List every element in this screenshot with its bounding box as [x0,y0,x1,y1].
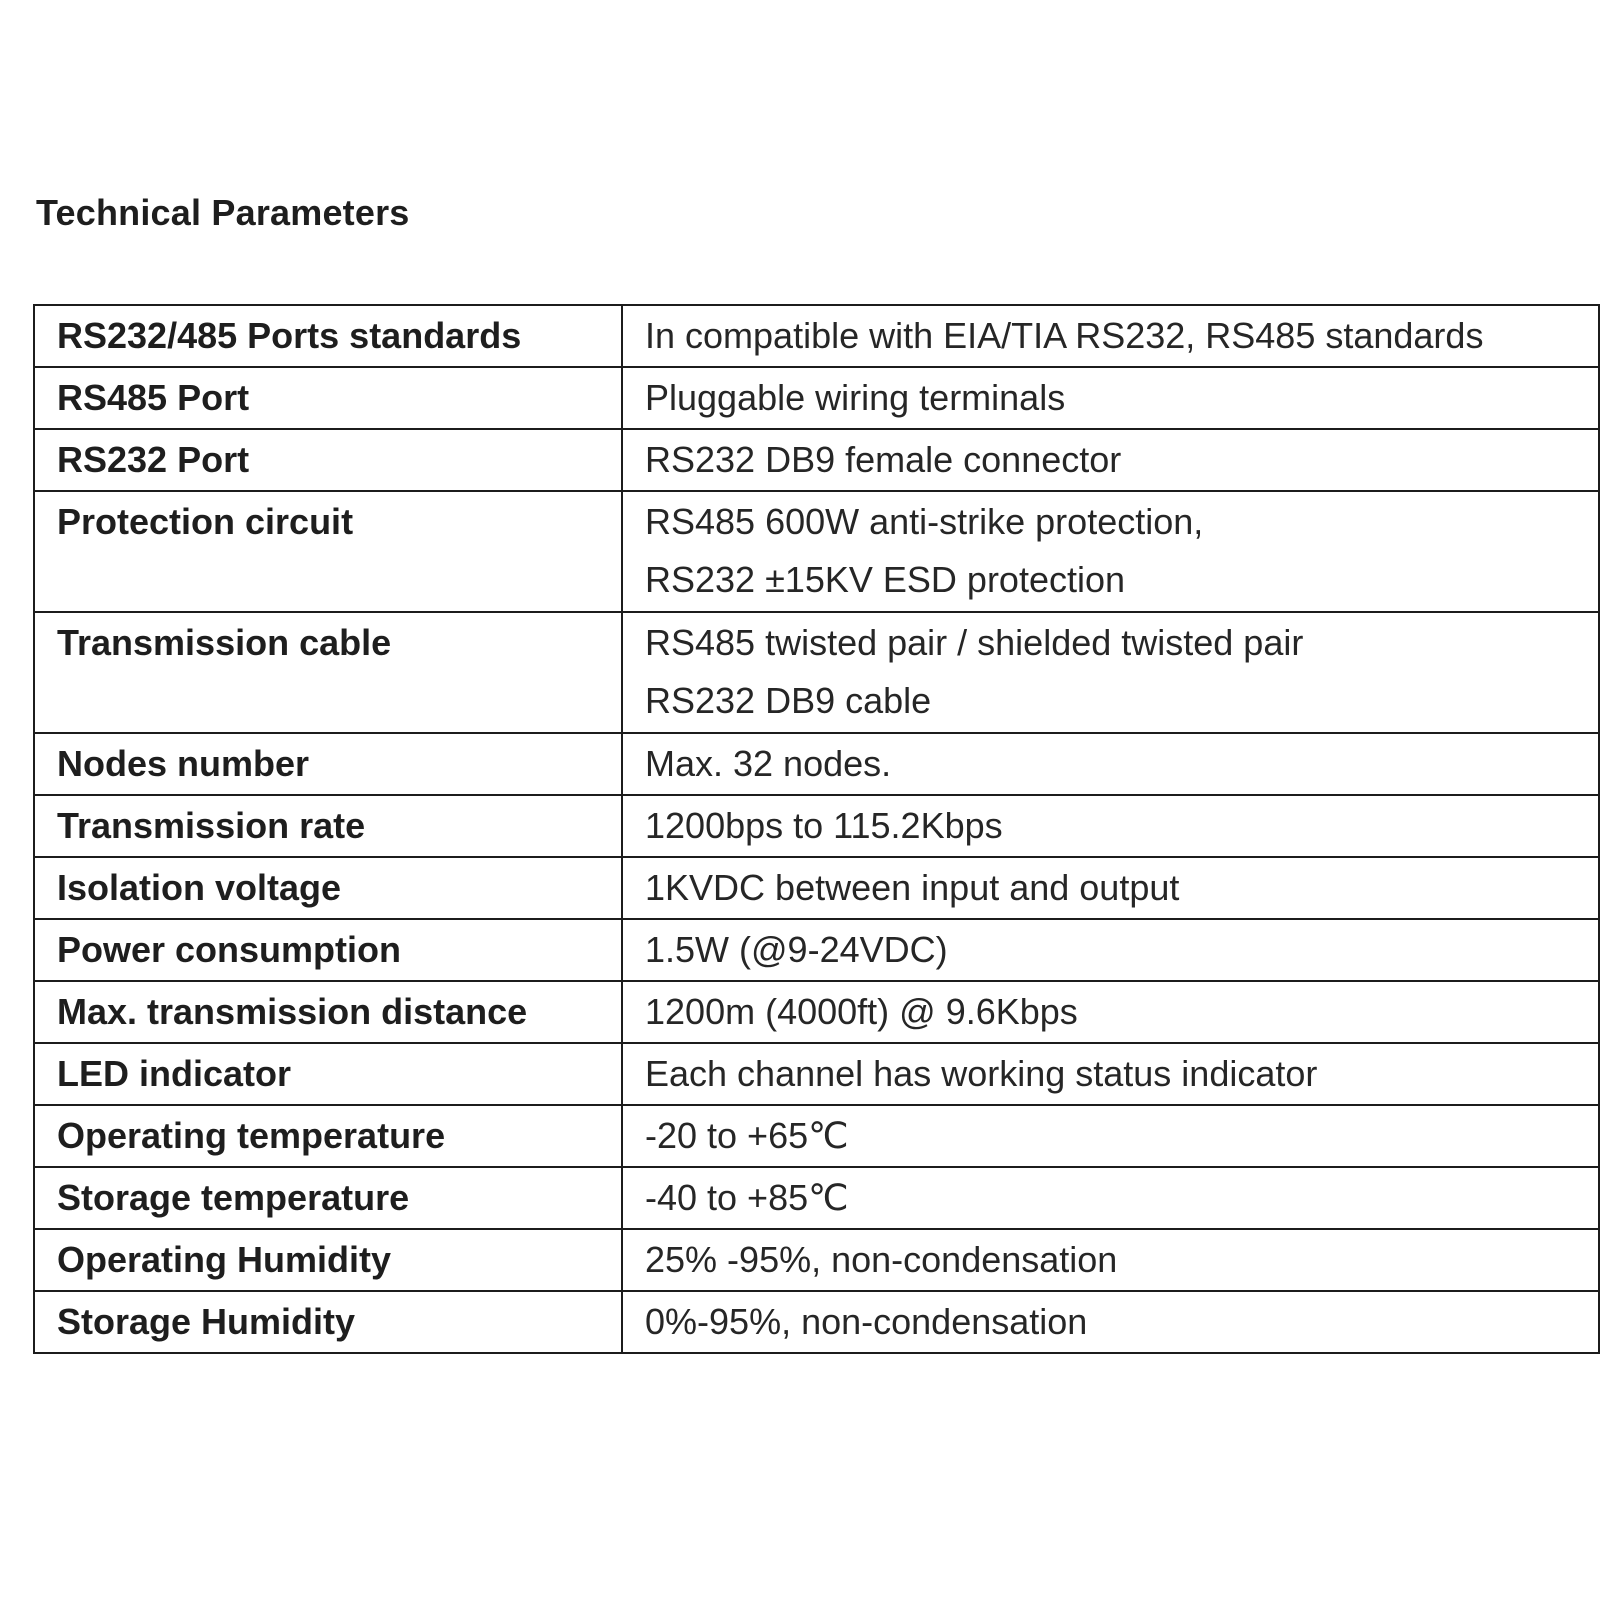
table-row [34,612,1599,733]
parameter-name: Transmission cable [34,612,622,733]
parameter-value [622,919,1599,981]
parameter-name: Nodes number [34,733,622,795]
parameter-value [622,1043,1599,1105]
parameter-name: Storage Humidity [34,1291,622,1353]
value-line: 1200bps to 115.2Kbps [645,805,1003,846]
parameter-value [622,367,1599,429]
value-line: RS232 DB9 cable [645,680,932,721]
parameter-value [622,733,1599,795]
value-line: RS485 twisted pair / shielded twisted pair [645,622,1304,663]
value-line: -40 to +85℃ [645,1177,849,1218]
parameters-table-body [34,305,1599,1353]
parameter-value [622,1229,1599,1291]
value-line: 1200m (4000ft) @ 9.6Kbps [645,991,1078,1032]
parameter-name: RS485 Port [34,367,622,429]
table-row [34,981,1599,1043]
table-row [34,733,1599,795]
page-title: Technical Parameters [36,192,410,233]
value-line: 0%-95%, non-condensation [645,1301,1088,1342]
parameter-value [622,1291,1599,1353]
table-row [34,919,1599,981]
parameter-name: Transmission rate [34,795,622,857]
parameter-value [622,857,1599,919]
table-row [34,1229,1599,1291]
parameter-value [622,305,1599,367]
parameter-name: Operating temperature [34,1105,622,1167]
value-line: 1KVDC between input and output [645,867,1180,908]
parameter-name: Storage temperature [34,1167,622,1229]
value-line: In compatible with EIA/TIA RS232, RS485 standards [645,315,1484,356]
table-row [34,857,1599,919]
table-row [34,1043,1599,1105]
value-line: Each channel has working status indicator [645,1053,1318,1094]
technical-parameters-table [33,304,1600,1354]
table-row [34,1167,1599,1229]
parameter-value [622,429,1599,491]
table-row [34,491,1599,612]
parameter-name: Operating Humidity [34,1229,622,1291]
value-line: 25% -95%, non-condensation [645,1239,1118,1280]
parameter-value [622,981,1599,1043]
parameter-value [622,612,1599,733]
table-row [34,1105,1599,1167]
value-line: -20 to +65℃ [645,1115,849,1156]
parameter-name: LED indicator [34,1043,622,1105]
parameter-value [622,491,1599,612]
table-row [34,305,1599,367]
parameter-value [622,1105,1599,1167]
parameter-name: Max. transmission distance [34,981,622,1043]
value-line: 1.5W (@9-24VDC) [645,929,948,970]
parameter-value [622,795,1599,857]
value-line: RS485 600W anti-strike protection, [645,501,1204,542]
value-line: Max. 32 nodes. [645,743,892,784]
parameter-value [622,1167,1599,1229]
value-line: RS232 DB9 female connector [645,439,1122,480]
table-row [34,1291,1599,1353]
parameter-name: Protection circuit [34,491,622,612]
table-row [34,367,1599,429]
value-line: Pluggable wiring terminals [645,377,1066,418]
parameter-name: RS232/485 Ports standards [34,305,622,367]
parameter-name: RS232 Port [34,429,622,491]
table-row [34,429,1599,491]
table-row [34,795,1599,857]
parameter-name: Isolation voltage [34,857,622,919]
value-line: RS232 ±15KV ESD protection [645,559,1126,600]
parameter-name: Power consumption [34,919,622,981]
